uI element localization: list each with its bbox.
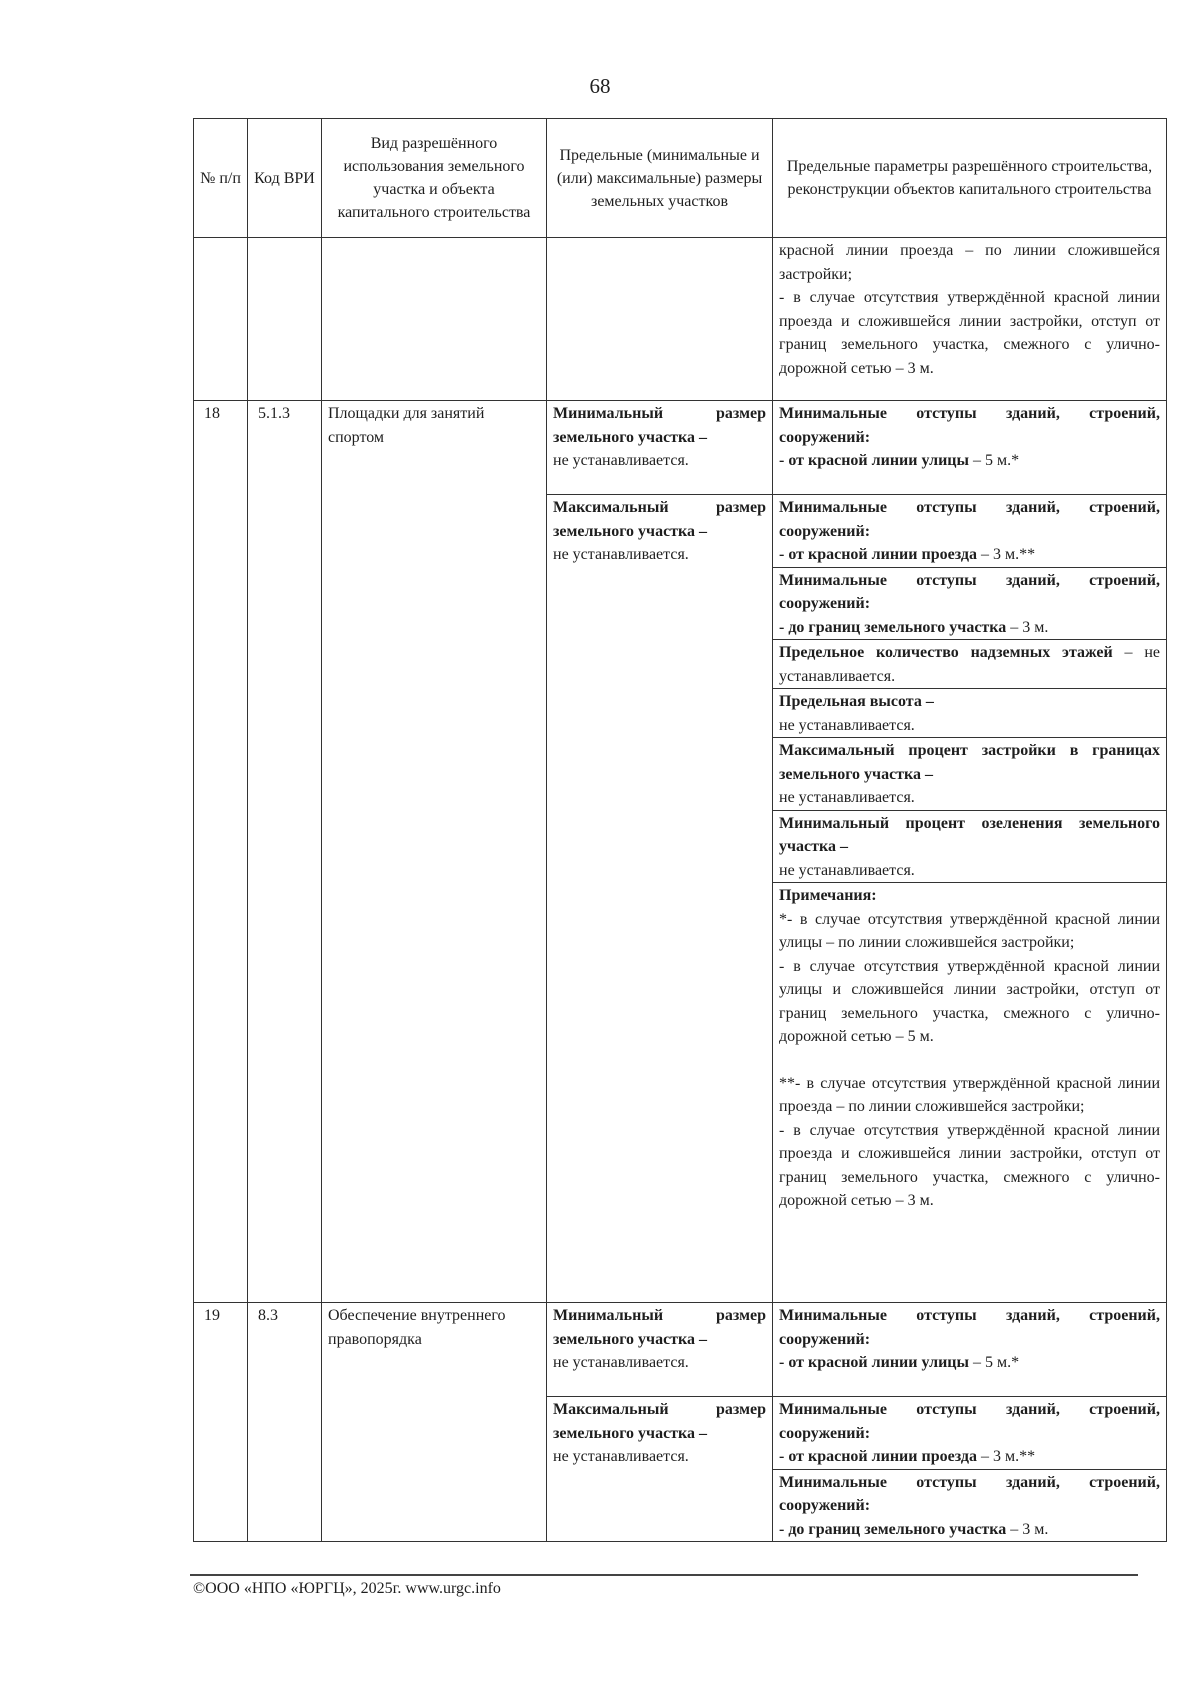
param-title: Минимальные отступы зданий, строений, сооружений: (779, 571, 1160, 612)
min-size-title: Минимальный размер земельного участка – (553, 405, 766, 446)
param-title: Минимальные отступы зданий, строений, сооружений: (779, 1307, 1160, 1348)
param-setback-driveway (773, 495, 1167, 568)
max-size-cell (547, 495, 773, 1303)
param-setback-boundary (773, 567, 1167, 640)
footer-divider (190, 1574, 1138, 1576)
param-setback-driveway (773, 1397, 1167, 1470)
param-value: не устанавливается. (779, 789, 915, 806)
header-plot-size: Предельные (минимальные и (или) максимальные) размеры земельных участков (547, 119, 773, 238)
param-value: - до границ земельного участка (779, 618, 1007, 636)
param-green-percent (773, 810, 1167, 883)
cell-empty (194, 238, 248, 401)
max-size-value: не устанавливается. (553, 546, 689, 563)
note-text: - в случае отсутствия утверждённой красной линии улицы и сложившейся линии застройки, отступ от границ земельного участка, смежного с улично-дорожной сетью – 5 м. (779, 957, 1160, 1045)
param-height (773, 689, 1167, 738)
header-code: Код ВРИ (248, 119, 322, 238)
continuation-line: - в случае отсутствия утверждённой красной линии проезда и сложившейся линии застройки, отступ от границ земельного участка, смежного с улично-дорожной сетью – 3 м. (779, 289, 1160, 377)
max-size-value: не устанавливается. (553, 1448, 689, 1465)
param-setback-boundary (773, 1469, 1167, 1542)
param-value: не устанавливается. (779, 716, 915, 734)
param-suffix: – не устанавливается. (779, 644, 1160, 685)
param-build-percent (773, 738, 1167, 811)
param-title: Минимальные отступы зданий, строений, сооружений: (779, 499, 1160, 540)
row-code: 8.3 (248, 1303, 322, 1542)
param-suffix: – 3 м. (1006, 618, 1049, 636)
min-size-value: не устанавливается. (553, 1354, 689, 1371)
max-size-title: Максимальный размер земельного участка – (553, 1401, 766, 1442)
notes-cell (773, 883, 1167, 1303)
param-value: - от красной линии улицы (779, 452, 969, 469)
param-setback-street (773, 1303, 1167, 1397)
header-number: № п/п (194, 119, 248, 238)
param-title: Минимальные отступы зданий, строений, сооружений: (779, 1473, 1160, 1514)
continuation-line: красной линии проезда – по линии сложившейся застройки; (779, 242, 1160, 283)
param-value: не устанавливается. (779, 861, 915, 879)
note-text: - в случае отсутствия утверждённой красной линии проезда и сложившейся линии застройки, отступ от границ земельного участка, смежного с улично-дорожной сетью – 3 м. (779, 1121, 1160, 1209)
notes-title: Примечания: (779, 887, 877, 904)
table-row-continuation (194, 238, 1167, 401)
min-size-value: не устанавливается. (553, 452, 689, 469)
note-spacer (779, 1049, 1160, 1072)
note-text: **- в случае отсутствия утверждённой красной линии проезда – по линии сложившейся застройки; (779, 1074, 1160, 1115)
param-suffix: – 5 м.* (969, 1354, 1020, 1371)
param-value: - от красной линии проезда (779, 546, 977, 563)
cell-empty (322, 238, 547, 401)
table-header-row (194, 119, 1167, 238)
param-suffix: – 3 м.** (976, 1448, 1036, 1465)
param-suffix: – 3 м.** (976, 546, 1036, 563)
table-row-19 (194, 1303, 1167, 1397)
max-size-title: Максимальный размер земельного участка – (553, 499, 766, 540)
param-title: Максимальный процент застройки в границах земельного участка – (779, 742, 1160, 783)
continuation-cell (773, 238, 1167, 401)
param-title: Минимальный процент озеленения земельного участка – (779, 814, 1160, 855)
min-size-cell (547, 1303, 773, 1397)
param-suffix: – 3 м. (1006, 1520, 1049, 1538)
cell-empty (248, 238, 322, 401)
param-setback-street (773, 401, 1167, 495)
param-floors (773, 640, 1167, 689)
param-value: - от красной линии улицы (779, 1354, 969, 1371)
param-title: Минимальные отступы зданий, строений, сооружений: (779, 1401, 1160, 1442)
page-number: 68 (589, 74, 611, 98)
param-value: - от красной линии проезда (779, 1448, 977, 1465)
table-row-18 (194, 401, 1167, 495)
max-size-cell (547, 1397, 773, 1542)
permitted-use-table (193, 118, 1167, 1542)
row-number: 19 (194, 1303, 248, 1542)
row-code: 5.1.3 (248, 401, 322, 1303)
param-value: - до границ земельного участка (779, 1520, 1007, 1538)
param-suffix: – 5 м.* (969, 452, 1020, 469)
header-use-type: Вид разрешённого использования земельного участка и объекта капитального строительства (322, 119, 547, 238)
footer-copyright: ©ООО «НПО «ЮРГЦ», 2025г. www.urgc.info (193, 1580, 501, 1597)
row-number: 18 (194, 401, 248, 1303)
cell-empty (547, 238, 773, 401)
param-title: Предельная высота – (779, 693, 934, 710)
param-title: Предельное количество надземных этажей (779, 644, 1113, 661)
note-text: *- в случае отсутствия утверждённой красной линии улицы – по линии сложившейся застройки; (779, 910, 1160, 951)
header-parameters: Предельные параметры разрешённого строительства, реконструкции объектов капитального строительства (773, 119, 1167, 238)
min-size-title: Минимальный размер земельного участка – (553, 1307, 766, 1348)
row-use-name: Площадки для занятий спортом (322, 401, 547, 1303)
param-title: Минимальные отступы зданий, строений, сооружений: (779, 405, 1160, 446)
row-use-name: Обеспечение внутреннего правопорядка (322, 1303, 547, 1542)
min-size-cell (547, 401, 773, 495)
